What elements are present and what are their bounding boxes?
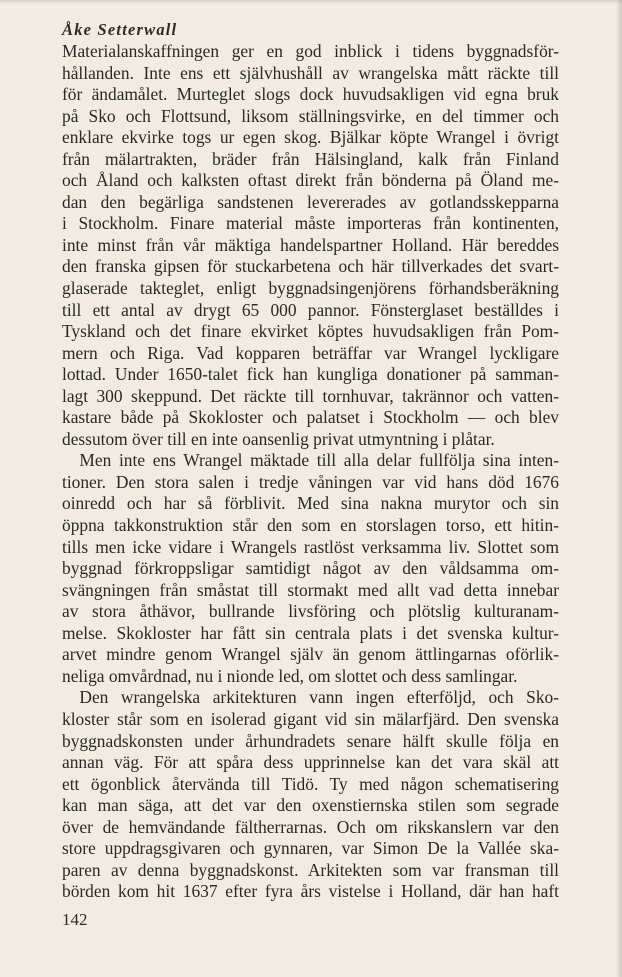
text-line: för ändamålet. Murteglet slogs dock huvudsakligen vid egna bruk (62, 84, 559, 105)
text-line: kastare både på Skokloster och palatset i Stockholm — och blev (62, 407, 559, 428)
text-line: och Åland och kalksten oftast direkt från bönderna på Öland me- (62, 170, 559, 191)
text-line: enklare ekvirke togs ur egen skog. Bjälkar köpte Wrangel i övrigt (62, 127, 559, 148)
text-line: i Stockholm. Finare material måste importeras från kontinenten, (62, 213, 559, 234)
paragraph-end-line: neliga omvårdnad, nu i nionde led, om slottet och dess samlingar. (62, 665, 518, 686)
text-line: tills men icke vidare i Wrangels rastlöst verksamma liv. Slottet som (62, 536, 559, 557)
text-line: inte minst från vår mäktiga handelspartner Holland. Här bereddes (62, 234, 559, 255)
page-top-shadow (0, 0, 622, 4)
text-line: Materialanskaffningen ger en god inblick i tidens byggnadsför- (62, 41, 559, 61)
text-line: tioner. Den stora salen i tredje våningen var vid hans död 1676 (62, 471, 559, 492)
text-line: till ett antal av drygt 65 000 pannor. Fönsterglaset beställdes i (62, 299, 559, 320)
paragraph-end-line: dessutom över till en inte oansenlig privat utmyntning i plåtar. (62, 428, 495, 449)
paragraph-start-line: Den wrangelska arkitekturen vann ingen efterföljd, och Sko- (79, 687, 559, 708)
text-line: kloster står som en isolerad gigant vid sin mälarfjärd. Den svenska (62, 708, 559, 729)
text-line: mern och Riga. Vad kopparen beträffar var Wrangel lyckligare (62, 342, 559, 363)
text-line: ett ögonblick återvända till Tidö. Ty med någon schematisering (62, 773, 559, 794)
text-line: byggnad förkroppsligar samtidigt något av den våldsamma om- (62, 558, 559, 579)
text-line: över de hemvändande fältherrarnas. Och om rikskanslern var den (62, 816, 559, 837)
paragraph-start-line: Men inte ens Wrangel mäktade till alla delar fullfölja sina inten- (79, 450, 559, 471)
text-line: Tyskland och det finare ekvirket köptes huvudsakligen från Pom- (62, 321, 559, 342)
running-head: Åke Setterwall (62, 20, 178, 39)
text-line: av stora åthävor, bullrande livsföring och plötslig kulturanam- (62, 601, 559, 622)
text-line: glaserade takteglet, enligt byggnadsingenjörens förhandsberäkning (62, 278, 559, 299)
text-line: annan väg. För att spåra dess upprinnelse kan det vara skäl att (62, 752, 559, 773)
text-line: dan den begärliga sandstenen levererades av gotlandsskepparna (62, 191, 559, 212)
text-line: på Sko och Flottsund, liksom ställningsvirke, en del timmer och (62, 105, 559, 126)
text-line: kan man säga, att det var den oxenstiernska stilen som segrade (62, 795, 559, 816)
text-line: paren av denna byggnadskonst. Arkitekten som var fransman till (62, 859, 559, 880)
text-line: öppna takkonstruktion står den som en storslagen torso, ett hitin- (62, 515, 559, 536)
text-line: oinredd och har så förblivit. Med sina nakna murytor och sin (62, 493, 559, 514)
text-line: hållanden. Inte ens ett självhushåll av wrangelska mått räckte till (62, 62, 559, 83)
text-line: den franska gipsen för stuckarbetena och här tillverkades det svart- (62, 256, 559, 277)
body-text (62, 41, 559, 903)
page-number: 142 (62, 910, 88, 929)
text-line: från mälartrakten, bräder från Hälsingland, kalk från Finland (62, 148, 559, 169)
text-line: lottad. Under 1650-talet fick han kungliga donationer på samman- (62, 364, 559, 385)
text-line: svängningen från småstat till stormakt med allt vad detta innebar (62, 579, 559, 600)
text-line: melse. Skokloster har fått sin centrala plats i det svenska kultur- (62, 622, 559, 643)
text-line: store uppdragsgivaren och gynnaren, var Simon De la Vallée ska- (62, 838, 559, 859)
text-line: arvet mindre genom Wrangel själv än genom ättlingarnas oförlik- (62, 644, 559, 665)
text-line: börden kom hit 1637 efter fyra års vistelse i Holland, där han haft (62, 881, 559, 902)
text-line: lagt 300 skeppund. Det räckte till tornhuvar, takrännor och vatten- (62, 385, 559, 406)
text-line: byggnadskonsten under århundradets senare hälft skulle följa en (62, 730, 559, 751)
page-edge-shadow (616, 0, 622, 977)
